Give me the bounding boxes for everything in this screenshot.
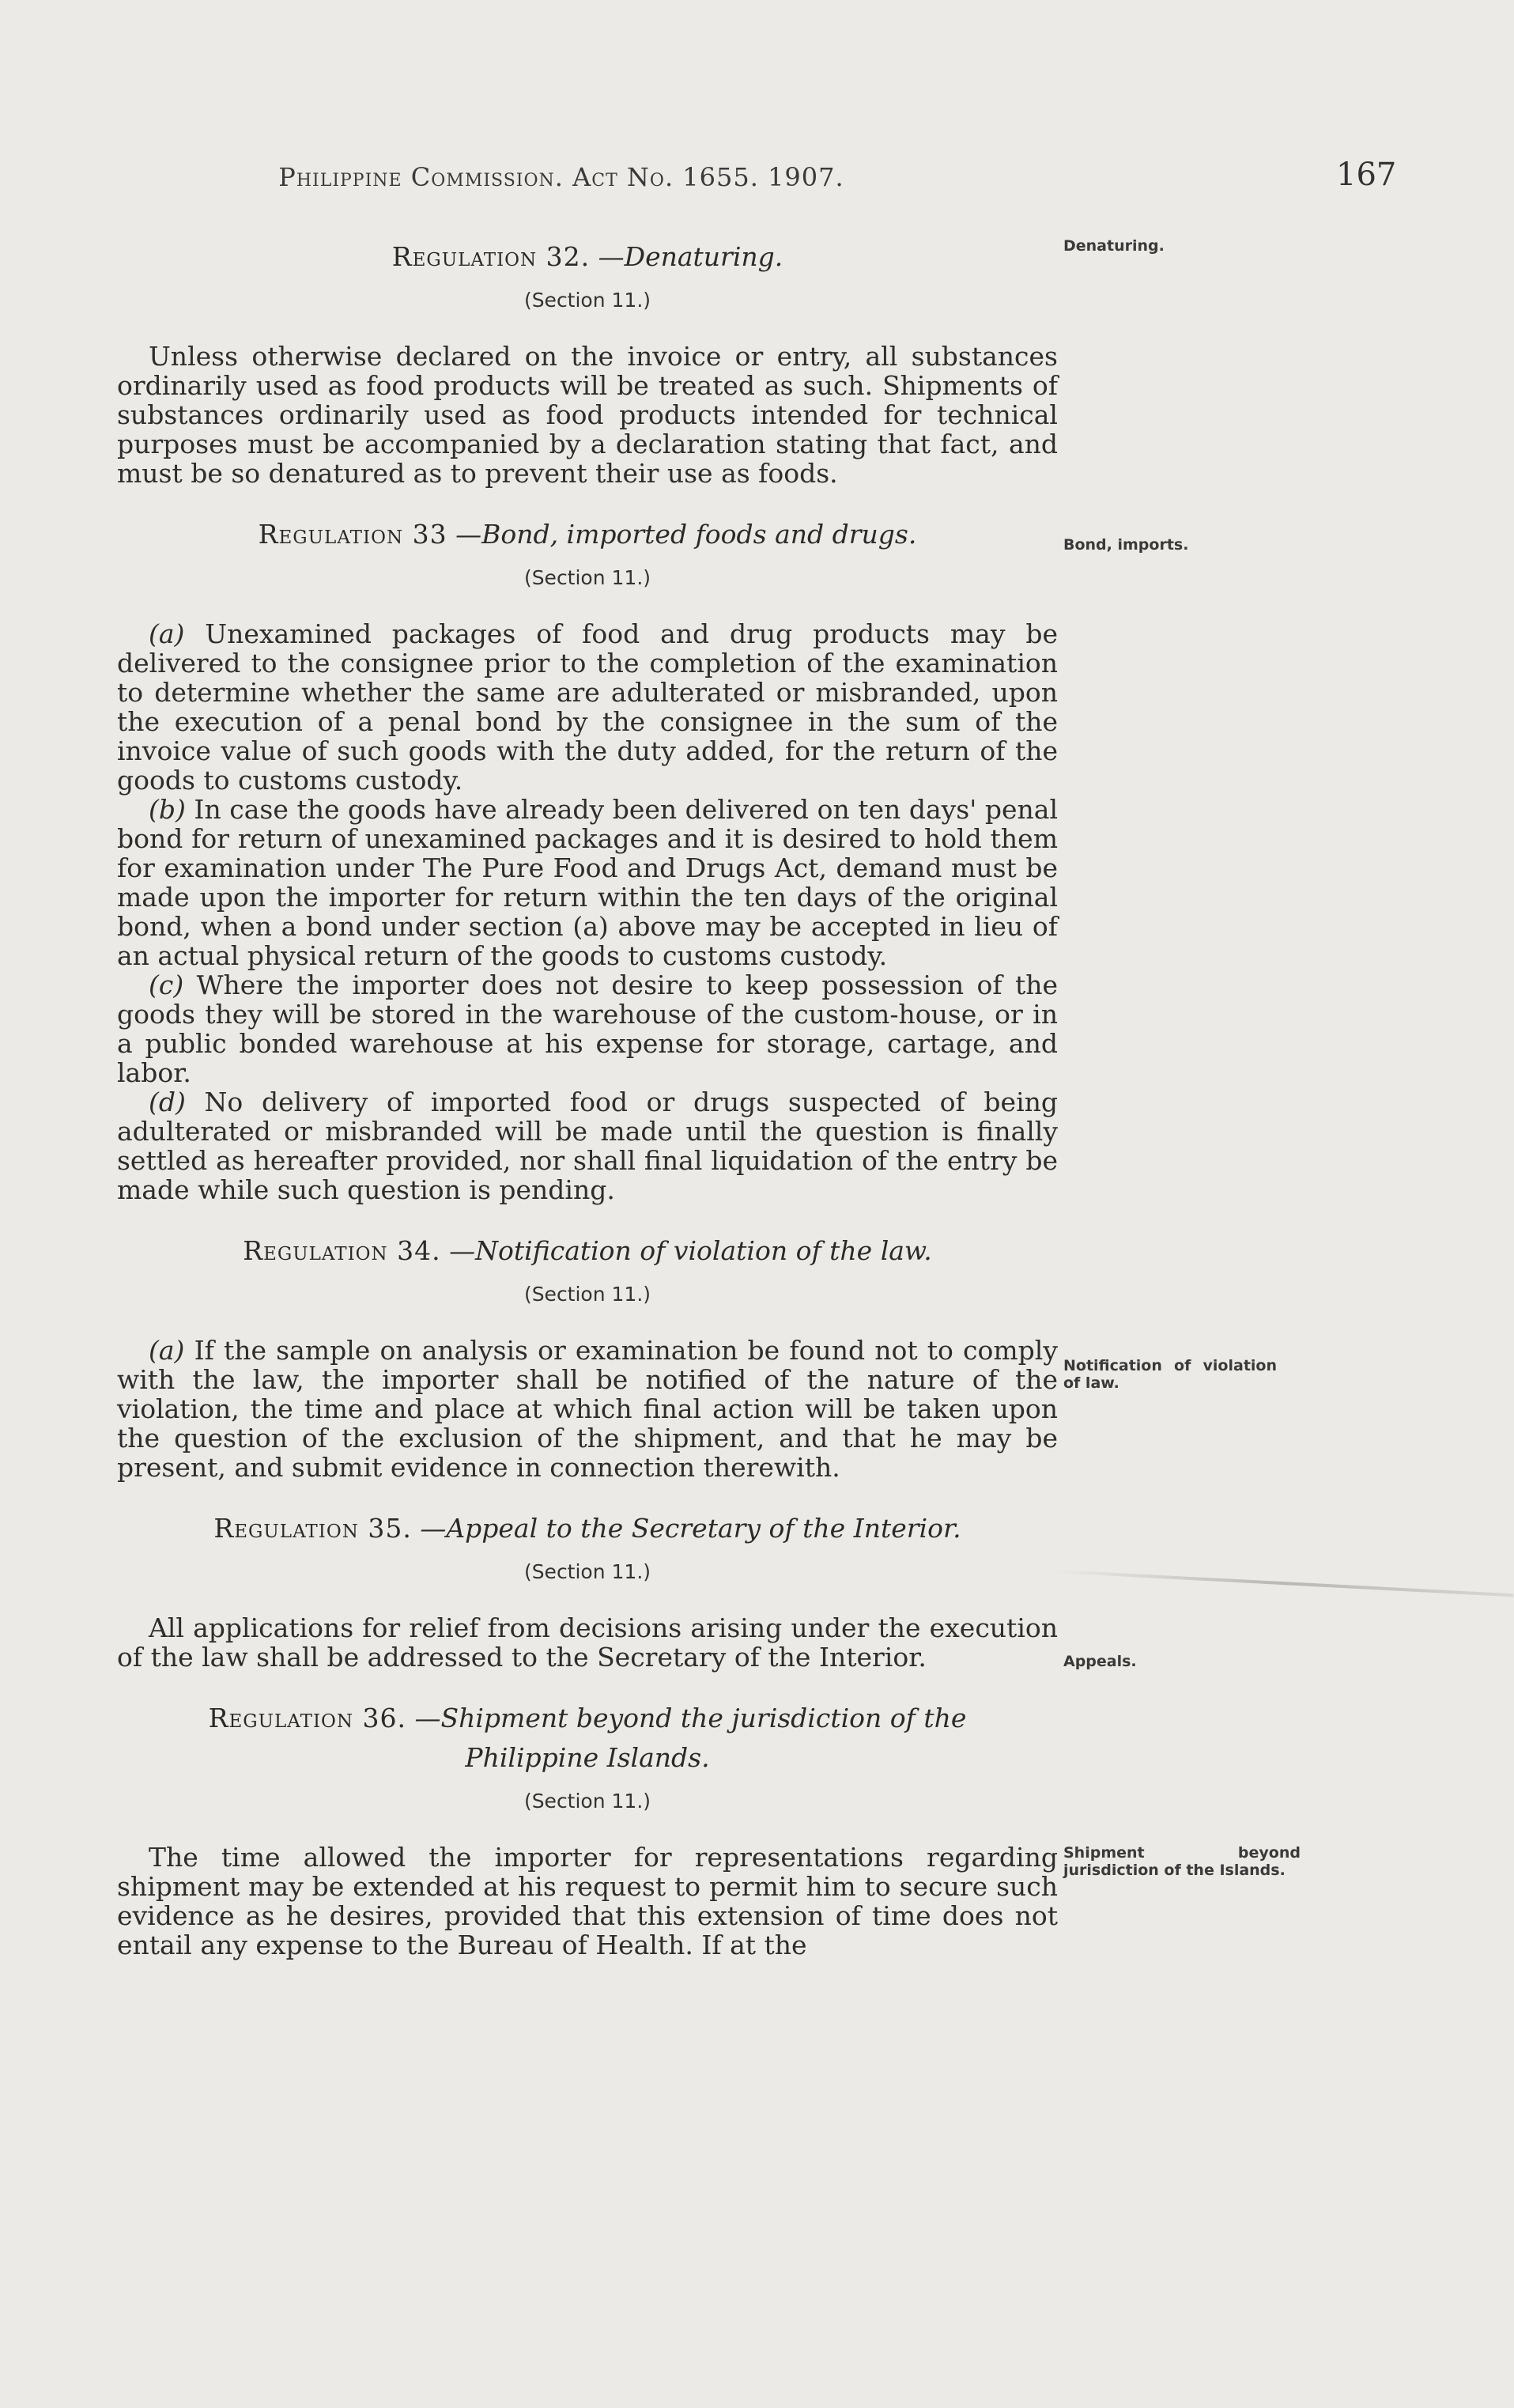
regulation-topic: —Notification of violation of the law.: [449, 1235, 932, 1266]
paragraph-text: In case the goods have already been delivered on ten days' penal bond for return of unexamined packages and it is desired to hold them for examination under The Pure Food and Drugs Act, demand must be made upon the importer for return within the ten days of the original bond, when a bond under section (a) above may be accepted in lieu of an actual physical return of the goods to customs custody.: [117, 794, 1058, 971]
paragraph: [117, 1613, 1058, 1672]
section-reference: (Section 11.): [523, 1283, 651, 1306]
regulation-topic: —Appeal to the Secretary of the Interior.: [420, 1513, 961, 1544]
regulation-heading: [117, 1231, 1058, 1271]
regulation-35: [117, 1509, 1058, 1672]
margin-note-bond-imports: Bond, imports.: [1063, 536, 1189, 554]
regulation-label: Regulation 33: [258, 519, 447, 550]
paragraph-text: All applications for relief from decisions arising under the execution of the law shall be addressed to the Secretary of the Interior.: [117, 1612, 1058, 1673]
margin-note-shipment: Shipment beyond jurisdiction of the Islands.: [1063, 1844, 1301, 1879]
paragraph-text: Unexamined packages of food and drug products may be delivered to the consignee prior to the completion of the examination to determine whether the same are adulterated or misbranded, upon the execution of a penal bond by the consignee in the sum of the invoice value of such goods with the duty added, for the return of the goods to customs custody.: [117, 618, 1058, 796]
paragraph: [117, 1087, 1058, 1204]
section-reference: (Section 11.): [523, 1560, 651, 1583]
regulation-heading: [117, 237, 1058, 277]
clause-letter: (d): [149, 1087, 186, 1117]
margin-note-denaturing: Denaturing.: [1063, 237, 1165, 255]
regulation-heading: [117, 1699, 1058, 1778]
margin-note-notification: Notification of violation of law.: [1063, 1357, 1277, 1392]
paragraph-text: No delivery of imported food or drugs suspected of being adulterated or misbranded will be made until the question is finally settled as hereafter provided, nor shall final liquidation of the entry be made while such question is pending.: [117, 1087, 1058, 1205]
paper-fold-line: [1055, 1570, 1513, 1597]
regulation-33: [117, 515, 1058, 1204]
section-reference: (Section 11.): [523, 566, 651, 589]
paragraph-text: If the sample on analysis or examination be found not to comply with the law, the importer shall be notified of the nature of the violation, the time and place at which final action will be taken upon the question of the exclusion of the shipment, and that he may be present, and submit evidence in connection therewith.: [117, 1335, 1058, 1483]
regulation-topic: —Denaturing.: [598, 241, 783, 272]
section-reference: (Section 11.): [523, 1790, 651, 1813]
regulation-label: Regulation 34.: [243, 1235, 441, 1266]
regulation-34: [117, 1231, 1058, 1482]
running-head: Philippine Commission. Act No. 1655. 1907.: [278, 162, 844, 192]
clause-letter: (b): [149, 794, 186, 825]
regulation-label: Regulation 32.: [391, 241, 591, 272]
clause-letter: (a): [149, 1335, 185, 1366]
paragraph: [117, 970, 1058, 1087]
paragraph-text: The time allowed the importer for representations regarding shipment may be extended at his request to permit him to secure such evidence as he desires, provided that this extension of time does not entail any expense to the Bureau of Health. If at the: [117, 1842, 1058, 1960]
regulation-topic: —Bond, imported foods and drugs.: [455, 519, 917, 550]
body-text: [117, 237, 1058, 1960]
paragraph: [117, 1336, 1058, 1482]
clause-letter: (c): [149, 970, 184, 1000]
regulation-label: Regulation 35.: [213, 1513, 412, 1544]
regulation-heading: [117, 515, 1058, 554]
page-number: 167: [1336, 157, 1397, 193]
margin-note-appeals: Appeals.: [1063, 1653, 1137, 1670]
section-reference: (Section 11.): [523, 289, 651, 312]
paragraph-text: Where the importer does not desire to keep possession of the goods they will be stored in the warehouse of the custom-house, or in a public bonded warehouse at his expense for storage, cartage, and labor.: [117, 970, 1058, 1088]
paragraph: [117, 795, 1058, 970]
paragraph: [117, 342, 1058, 488]
regulation-36: [117, 1699, 1058, 1960]
regulation-topic: —Shipment beyond the jurisdiction of the Philippine Islands.: [414, 1703, 967, 1773]
regulation-label: Regulation 36.: [208, 1703, 406, 1733]
clause-letter: (a): [149, 618, 185, 649]
regulation-heading: [117, 1509, 1058, 1548]
paragraph: [117, 619, 1058, 795]
paragraph-text: Unless otherwise declared on the invoice or entry, all substances ordinarily used as food products will be treated as such. Shipments of substances ordinarily used as food products intended for technical purposes must be accompanied by a declaration stating that fact, and must be so denatured as to prevent their use as foods.: [117, 341, 1058, 489]
regulation-32: [117, 237, 1058, 488]
paragraph: [117, 1843, 1058, 1960]
